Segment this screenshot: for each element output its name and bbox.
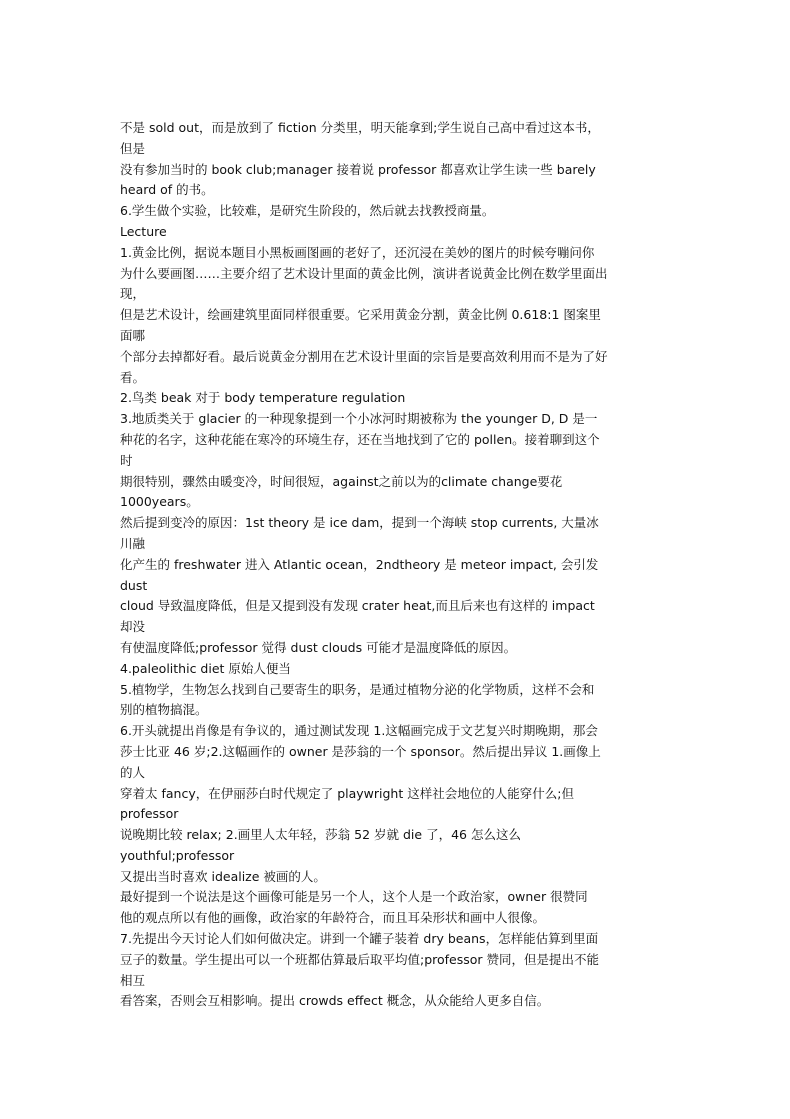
text-line: 莎士比亚 46 岁;2.这幅画作的 owner 是莎翁的一个 sponsor。然后提出异议 1.画像上 [120,743,601,759]
text-line: Lecture [120,223,167,239]
text-line: 但是 [120,140,146,156]
text-line: 的人 [120,764,146,780]
text-line: 豆子的数量。学生提出可以一个班都估算最后取平均值;professor 赞同，但是提出不能 [120,951,600,967]
text-line: 面哪 [120,327,146,343]
text-line: 时 [120,452,133,468]
text-line: heard of 的书。 [120,182,214,198]
document-body [120,118,672,1012]
text-line: 6.开头就提出肖像是有争议的，通过测试发现 1.这幅画完成于文艺复兴时期晚期，那会 [120,723,598,739]
text-line: 3.地质类关于 glacier 的一种现象提到一个小冰河时期被称为 the younger D, D 是一 [120,411,598,427]
text-line: 5.植物学，生物怎么找到自己要寄生的职务，是通过植物分泌的化学物质，这样不会和 [120,681,595,697]
text-line: 说晚期比较 relax; 2.画里人太年轻，莎翁 52 岁就 die 了，46 怎么这么 [120,827,521,843]
text-line: 期很特别，骤然由暖变冷，时间很短，against之前以为的climate change要花 [120,473,563,489]
text-line: 7.先提出今天讨论人们如何做决定。讲到一个罐子装着 dry beans，怎样能估算到里面 [120,931,599,947]
text-line: youthful;professor [120,847,235,863]
text-line: 却没 [120,619,146,635]
text-line: 穿着太 fancy，在伊丽莎白时代规定了 playwright 这样社会地位的人能穿什么;但 [120,785,574,801]
text-line: 看答案，否则会互相影响。提出 crowds effect 概念，从众能给人更多自信。 [120,993,550,1009]
text-line: dust [120,577,148,593]
text-line: 6.学生做个实验，比较难，是研究生阶段的，然后就去找教授商量。 [120,203,495,219]
text-line: 1000years。 [120,494,199,510]
text-line: 别的植物搞混。 [120,702,208,718]
text-line: 种花的名字，这种花能在寒冷的环境生存，还在当地找到了它的 pollen。接着聊到这个 [120,431,600,447]
text-line: 为什么要画图……主要介绍了艺术设计里面的黄金比例，演讲者说黄金比例在数学里面出 [120,265,608,281]
text-line: 2.鸟类 beak 对于 body temperature regulation [120,390,406,406]
text-line: 4.paleolithic diet 原始人便当 [120,660,291,676]
text-line: 1.黄金比例，据说本题目小黑板画图画的老好了，还沉浸在美妙的图片的时候夸嘣问你 [120,244,595,260]
text-line: 然后提到变冷的原因：1st theory 是 ice dam，提到一个海峡 stop currents, 大量冰 [120,515,599,531]
text-line: 看。 [120,369,146,385]
text-line: 相互 [120,972,146,988]
text-line: cloud 导致温度降低，但是又提到没有发现 crater heat,而且后来也有这样的 impact [120,598,595,614]
text-line: 但是艺术设计，绘画建筑里面同样很重要。它采用黄金分割，黄金比例 0.618:1 图案里 [120,307,601,323]
text-line: 不是 sold out，而是放到了 fiction 分类里，明天能拿到;学生说自己高中看过这本书， [120,120,600,135]
text-line: 最好提到一个说法是这个画像可能是另一个人，这个人是一个政治家，owner 很赞同 [120,889,588,905]
text-line: 没有参加当时的 book club;manager 接着说 professor 都喜欢让学生读一些 barely [120,161,596,177]
text-line: professor [120,806,179,822]
text-line: 又提出当时喜欢 idealize 被画的人。 [120,868,326,884]
text-line: 化产生的 freshwater 进入 Atlantic ocean，2ndtheory 是 meteor impact, 会引发 [120,556,599,572]
text-line: 川融 [120,535,146,551]
text-line: 有使温度降低;professor 觉得 dust clouds 可能才是温度降低的原因。 [120,639,517,655]
text-line: 现， [120,286,146,302]
text-line: 个部分去掉都好看。最后说黄金分割用在艺术设计里面的宗旨是要高效利用而不是为了好 [120,348,608,364]
text-line: 他的观点所以有他的画像，政治家的年龄符合，而且耳朵形状和画中人很像。 [120,910,546,926]
